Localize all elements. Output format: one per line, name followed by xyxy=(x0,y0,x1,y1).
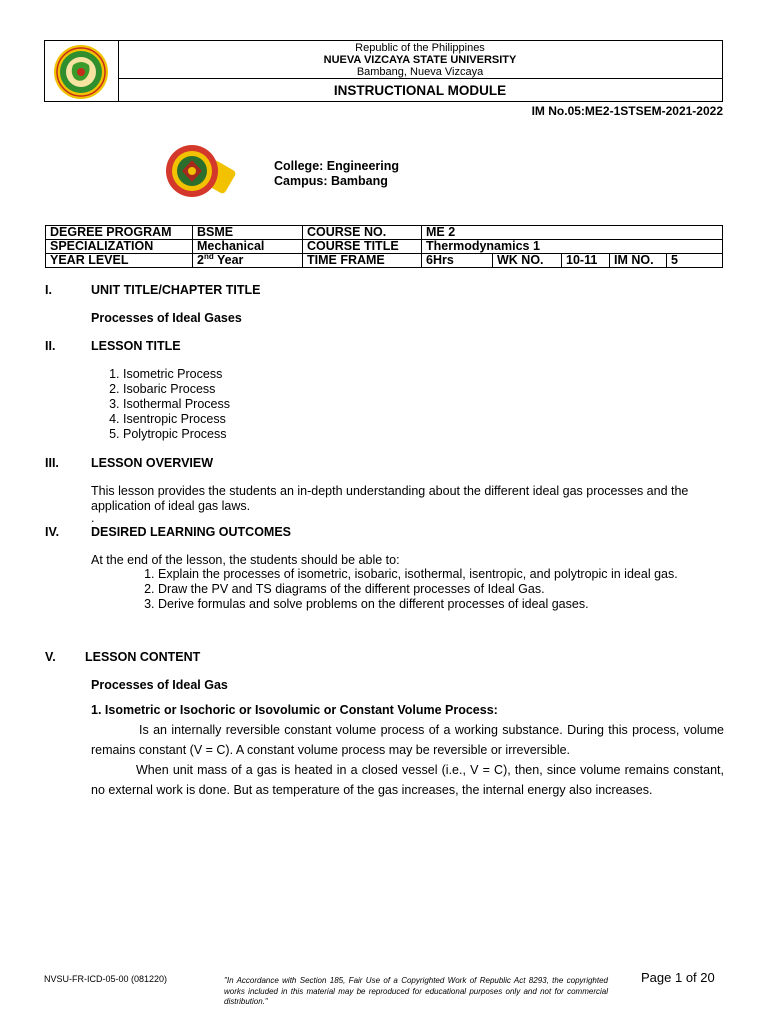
copyright-note: "In Accordance with Section 185, Fair Use of a Copyrighted Work of Republic Act 8293, the copyrighted works included in this material may be reproduced for educational purposes only and not for commercial distribution." xyxy=(224,976,608,1006)
university-name: NUEVA VIZCAYA STATE UNIVERSITY xyxy=(323,54,517,66)
year-level-sup: nd xyxy=(203,251,214,261)
year-level-num: 2 xyxy=(197,253,204,267)
wk-no-label: WK NO. xyxy=(493,254,562,268)
paragraph-text: Is an internally reversible constant volume process of a working substance. During this process, volume remains constant (V = C). A constant volume process may be reversible or irreversible. xyxy=(91,723,724,757)
outcomes-intro: At the end of the lesson, the students should be able to: xyxy=(91,553,400,567)
specialization-label: SPECIALIZATION xyxy=(46,240,193,254)
lesson-overview-text: This lesson provides the students an in-depth understanding about the different ideal gas processes and the application of ideal gas laws. xyxy=(91,484,689,513)
section-number: II. xyxy=(45,339,56,353)
list-item: 4. Isentropic Process xyxy=(123,412,230,427)
im-no-value: 5 xyxy=(667,254,723,268)
list-item: 2. Draw the PV and TS diagrams of the different processes of Ideal Gas. xyxy=(158,582,733,596)
table-row xyxy=(46,226,723,240)
university-location: Bambang, Nueva Vizcaya xyxy=(356,66,484,78)
section-title: LESSON OVERVIEW xyxy=(91,456,214,470)
section-title: UNIT TITLE/CHAPTER TITLE xyxy=(91,283,261,297)
list-item: 5. Polytropic Process xyxy=(123,427,230,442)
list-item: 3. Isothermal Process xyxy=(123,397,230,412)
paragraph-text: When unit mass of a gas is heated in a closed vessel (i.e., V = C), then, since volume remains constant, no external work is done. But as temperature of the gas increases, the internal energy also increases. xyxy=(91,763,724,797)
content-heading: 1. Isometric or Isochoric or Isovolumic or Constant Volume Process: xyxy=(91,703,498,717)
document-header xyxy=(44,40,723,102)
university-seal-icon xyxy=(45,41,118,101)
time-frame-label: TIME FRAME xyxy=(303,254,422,268)
course-no-label: COURSE NO. xyxy=(303,226,422,240)
year-level-value xyxy=(193,251,303,268)
list-item: 1. Explain the processes of isometric, isobaric, isothermal, isentropic, and polytropic in ideal gas. xyxy=(158,567,733,581)
outcomes-list xyxy=(136,567,733,612)
specialization-value: Mechanical xyxy=(193,240,303,254)
lesson-list xyxy=(101,367,230,442)
section-number: V. xyxy=(45,650,56,664)
course-title-label: COURSE TITLE xyxy=(303,240,422,254)
campus-label: Campus: Bambang xyxy=(274,174,388,188)
section-title: LESSON CONTENT xyxy=(85,650,201,664)
form-code: NVSU-FR-ICD-05-00 (081220) xyxy=(44,974,168,984)
section-number: IV. xyxy=(45,525,60,539)
page-number: Page 1 of 20 xyxy=(641,970,715,985)
section-title: LESSON TITLE xyxy=(91,339,181,353)
degree-program-value: BSME xyxy=(193,226,303,240)
section-number: I. xyxy=(45,283,52,297)
course-info-table xyxy=(45,225,723,268)
course-title-value: Thermodynamics 1 xyxy=(422,240,723,254)
im-no-label: IM NO. xyxy=(610,254,667,268)
content-paragraph-1 xyxy=(91,720,724,760)
header-divider xyxy=(118,78,722,79)
year-level-word: Year xyxy=(216,253,244,267)
college-block xyxy=(274,159,399,189)
degree-program-label: DEGREE PROGRAM xyxy=(46,226,193,240)
content-subtitle: Processes of Ideal Gas xyxy=(91,678,228,692)
seal-cell xyxy=(45,41,119,101)
college-engineering-logo-icon xyxy=(160,144,236,200)
time-frame-value: 6Hrs xyxy=(422,254,493,268)
unit-title: Processes of Ideal Gases xyxy=(91,311,242,325)
im-number: IM No.05:ME2-1STSEM-2021-2022 xyxy=(531,104,723,118)
section-title: DESIRED LEARNING OUTCOMES xyxy=(91,525,292,539)
year-level-label: YEAR LEVEL xyxy=(46,254,193,268)
list-item: 3. Derive formulas and solve problems on the different processes of ideal gases. xyxy=(158,597,733,611)
content-paragraph-2 xyxy=(91,760,724,800)
header-text-block xyxy=(118,41,722,78)
college-label: College: Engineering xyxy=(274,159,400,173)
table-row xyxy=(46,240,723,254)
overview-stray-dot: . xyxy=(91,511,95,525)
course-no-value: ME 2 xyxy=(422,226,723,240)
republic-line: Republic of the Philippines xyxy=(355,42,485,54)
wk-no-value: 10-11 xyxy=(562,254,610,268)
list-item: 2. Isobaric Process xyxy=(123,382,230,397)
table-row xyxy=(46,254,723,268)
section-number: III. xyxy=(45,456,59,470)
list-item: 1. Isometric Process xyxy=(123,367,230,382)
module-title: INSTRUCTIONAL MODULE xyxy=(333,83,507,98)
